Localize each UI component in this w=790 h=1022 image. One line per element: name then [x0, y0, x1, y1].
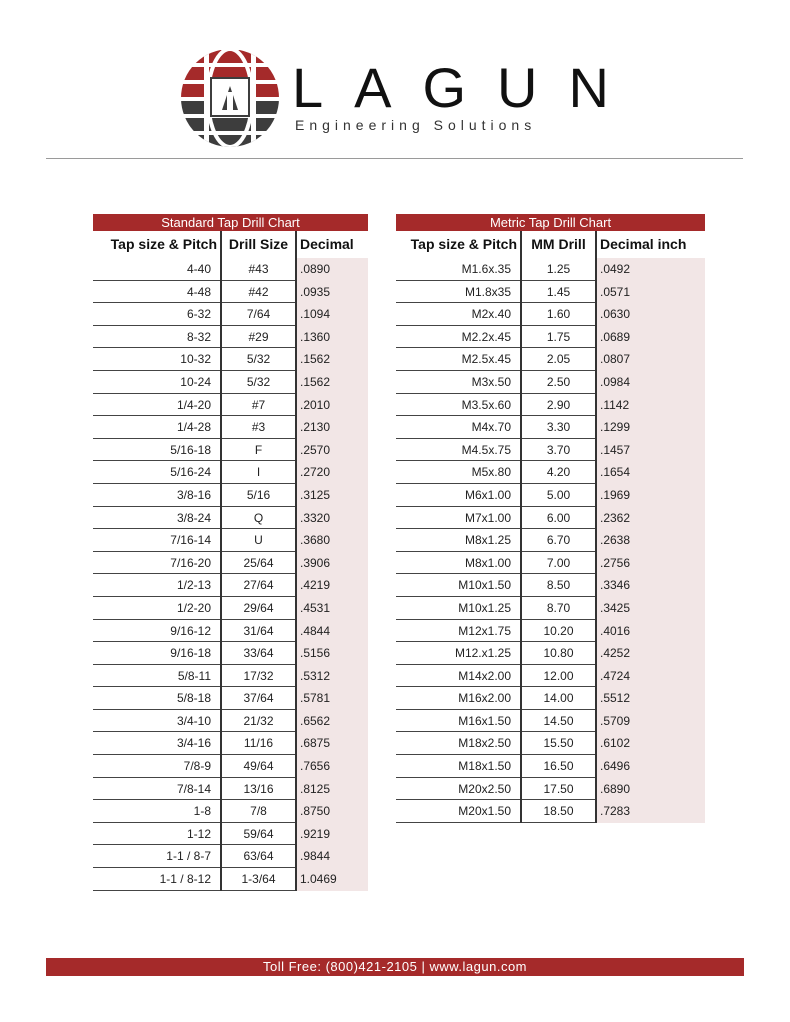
decimal-cell: .6875 [300, 736, 331, 751]
tap-size-cell: M12x1.75 [458, 623, 511, 638]
decimal-cell: .3346 [600, 578, 631, 593]
table-row [93, 439, 368, 462]
tap-size-cell: 1-8 [193, 804, 211, 819]
table-row [93, 642, 368, 665]
table-row [396, 439, 705, 462]
decimal-cell: .4252 [600, 646, 631, 661]
table-row [93, 868, 368, 891]
standard-header-row [93, 231, 368, 258]
table-row [396, 507, 705, 530]
table-row [93, 326, 368, 349]
decimal-cell: .2362 [600, 510, 631, 525]
table-row [396, 348, 705, 371]
tap-size-cell: M16x2.00 [458, 691, 511, 706]
decimal-cell: .9219 [300, 826, 331, 841]
drill-size-cell: #29 [248, 329, 269, 344]
drill-size-cell: 21/32 [243, 713, 274, 728]
brand-tagline: Engineering Solutions [295, 117, 537, 133]
decimal-cell: .2638 [600, 533, 631, 548]
table-row [93, 461, 368, 484]
decimal-cell: .9844 [300, 849, 331, 864]
tap-size-cell: 9/16-18 [170, 646, 211, 661]
decimal-cell: .0689 [600, 329, 631, 344]
decimal-cell: .7283 [600, 804, 631, 819]
decimal-cell: .2130 [300, 420, 331, 435]
decimal-cell: 1.0469 [300, 872, 337, 887]
tap-size-cell: 5/16-24 [170, 465, 211, 480]
decimal-cell: .6890 [600, 781, 631, 796]
drill-size-cell: 2.50 [546, 374, 571, 389]
drill-size-cell: 16.50 [543, 759, 574, 774]
standard-column-header: Tap size & Pitch [110, 236, 217, 252]
decimal-cell: .0630 [600, 307, 631, 322]
decimal-cell: .3425 [600, 600, 631, 615]
decimal-cell: .4219 [300, 578, 331, 593]
drill-size-cell: 33/64 [243, 646, 274, 661]
decimal-cell: .2570 [300, 442, 331, 457]
decimal-cell: .0984 [600, 374, 631, 389]
drill-size-cell: 18.50 [543, 804, 574, 819]
table-row [93, 348, 368, 371]
drill-size-cell: 6.00 [546, 510, 571, 525]
standard-chart-table [93, 231, 368, 891]
drill-size-cell: F [254, 442, 263, 457]
decimal-cell: .1142 [600, 397, 630, 412]
decimal-cell: .4016 [600, 623, 631, 638]
drill-size-cell: Q [253, 510, 264, 525]
drill-size-cell: 7/8 [250, 804, 267, 819]
tap-size-cell: 1/4-28 [176, 420, 211, 435]
drill-size-cell: 2.90 [546, 397, 571, 412]
drill-size-cell: 13/16 [243, 781, 274, 796]
table-row [396, 394, 705, 417]
drill-size-cell: 17/32 [243, 668, 274, 683]
decimal-cell: .6562 [300, 713, 331, 728]
drill-size-cell: 49/64 [243, 759, 274, 774]
tap-size-cell: M3x.50 [471, 374, 511, 389]
decimal-cell: .2720 [300, 465, 331, 480]
metric-header-row [396, 231, 705, 258]
drill-size-cell: 1.45 [546, 284, 571, 299]
decimal-cell: .3125 [300, 487, 331, 502]
tap-size-cell: M8x1.25 [464, 533, 511, 548]
tap-size-cell: 3/4-16 [176, 736, 211, 751]
decimal-cell: .4531 [300, 600, 331, 615]
decimal-cell: .1654 [600, 465, 631, 480]
tap-size-cell: M20x1.50 [458, 804, 511, 819]
table-row [396, 732, 705, 755]
footer-contact-bar: Toll Free: (800)421-2105 | www.lagun.com [46, 958, 744, 976]
drill-size-cell: 14.00 [543, 691, 574, 706]
tap-size-cell: 3/8-16 [176, 487, 211, 502]
table-row [93, 597, 368, 620]
table-row [396, 529, 705, 552]
standard-chart-title: Standard Tap Drill Chart [93, 214, 368, 231]
metric-column-divider [595, 231, 597, 823]
table-row [396, 574, 705, 597]
metric-chart-title: Metric Tap Drill Chart [396, 214, 705, 231]
tap-size-cell: M14x2.00 [458, 668, 511, 683]
drill-size-cell: 5.00 [546, 487, 571, 502]
table-row [396, 371, 705, 394]
tap-size-cell: 5/16-18 [170, 442, 211, 457]
drill-size-cell: 1-3/64 [241, 872, 276, 887]
decimal-cell: .5781 [300, 691, 331, 706]
tap-size-cell: 7/16-20 [170, 555, 211, 570]
row-divider [93, 890, 296, 891]
table-row [93, 394, 368, 417]
drill-size-cell: #7 [251, 397, 266, 412]
decimal-cell: .6496 [600, 759, 631, 774]
table-row [93, 507, 368, 530]
decimal-cell: .0492 [600, 262, 631, 276]
tap-size-cell: 5/8-11 [177, 668, 211, 683]
table-row [93, 529, 368, 552]
table-row [93, 732, 368, 755]
drill-size-cell: 8.70 [546, 600, 571, 615]
drill-size-cell: 7/64 [246, 307, 271, 322]
drill-size-cell: 2.05 [546, 352, 571, 367]
drill-size-cell: 25/64 [243, 555, 274, 570]
tap-size-cell: 1-12 [186, 826, 211, 841]
metric-tap-drill-chart [396, 214, 705, 823]
table-row [93, 778, 368, 801]
drill-size-cell: 12.00 [543, 668, 574, 683]
decimal-cell: .1299 [600, 420, 631, 435]
table-row [396, 620, 705, 643]
table-row [93, 687, 368, 710]
tap-size-cell: M20x2.50 [458, 781, 511, 796]
tap-size-cell: M1.8x35 [464, 284, 511, 299]
tap-size-cell: M2x.40 [471, 307, 511, 322]
drill-size-cell: I [256, 465, 261, 480]
table-row [93, 416, 368, 439]
decimal-cell: .0571 [600, 284, 631, 299]
lagun-globe-logo [180, 48, 280, 148]
drill-size-cell: 7.00 [546, 555, 571, 570]
tap-size-cell: 3/8-24 [176, 510, 211, 525]
table-row [93, 371, 368, 394]
tap-size-cell: 7/8-14 [176, 781, 211, 796]
decimal-cell: .2010 [300, 397, 331, 412]
drill-size-cell: 5/32 [246, 374, 271, 389]
tap-size-cell: 5/8-18 [176, 691, 211, 706]
table-row [93, 258, 368, 281]
table-row [396, 687, 705, 710]
decimal-cell: .1457 [600, 442, 631, 457]
drill-size-cell: 3.30 [546, 420, 571, 435]
tap-size-cell: M16x1.50 [458, 713, 511, 728]
tap-size-cell: M8x1.00 [464, 555, 511, 570]
drill-size-cell: 29/64 [243, 600, 274, 615]
tap-size-cell: M4x.70 [471, 420, 511, 435]
decimal-cell: .7656 [300, 759, 331, 774]
table-row [93, 620, 368, 643]
metric-column-header: Tap size & Pitch [410, 236, 517, 252]
drill-size-cell: 15.50 [543, 736, 574, 751]
tap-size-cell: M2.5x.45 [461, 352, 511, 367]
tap-size-cell: 1-1 / 8-12 [159, 872, 211, 887]
decimal-cell: .0890 [300, 262, 331, 276]
tap-size-cell: 10-32 [180, 352, 211, 367]
table-row [396, 710, 705, 733]
tap-size-cell: 9/16-12 [170, 623, 211, 638]
table-row [396, 484, 705, 507]
tap-size-cell: M10x1.25 [458, 600, 511, 615]
drill-size-cell: 27/64 [243, 578, 274, 593]
tap-size-cell: 3/4-10 [176, 713, 211, 728]
decimal-cell: .3906 [300, 555, 331, 570]
table-row [93, 845, 368, 868]
table-row [93, 574, 368, 597]
standard-column-divider [220, 231, 222, 891]
table-row [93, 755, 368, 778]
drill-size-cell: 3.70 [546, 442, 571, 457]
header-divider [46, 158, 743, 159]
decimal-cell: .3680 [300, 533, 331, 548]
decimal-cell: .2756 [600, 555, 631, 570]
tap-size-cell: M7x1.00 [464, 510, 511, 525]
table-row [93, 800, 368, 823]
table-row [93, 484, 368, 507]
table-row [93, 665, 368, 688]
tap-size-cell: 1-1 / 8-7 [166, 849, 211, 864]
table-row [396, 755, 705, 778]
drill-size-cell: 1.60 [546, 307, 571, 322]
decimal-cell: .3320 [300, 510, 331, 525]
decimal-cell: .5312 [300, 668, 331, 683]
tap-size-cell: 10-24 [180, 374, 211, 389]
tap-size-cell: 7/16-14 [170, 533, 211, 548]
table-row [396, 552, 705, 575]
drill-size-cell: 5/32 [246, 352, 271, 367]
metric-column-divider [520, 231, 522, 823]
tap-size-cell: 1/2-20 [176, 600, 211, 615]
tap-size-cell: 4-48 [186, 284, 211, 299]
table-row [396, 258, 705, 281]
tap-size-cell: M6x1.00 [464, 487, 511, 502]
decimal-cell: .0807 [600, 352, 631, 367]
table-row [396, 642, 705, 665]
decimal-cell: .1562 [300, 352, 331, 367]
drill-size-cell: #43 [248, 262, 269, 276]
tap-size-cell: M12.x1.25 [454, 646, 511, 661]
drill-size-cell: 5/16 [246, 487, 271, 502]
decimal-cell: .4724 [600, 668, 631, 683]
decimal-cell: .1969 [600, 487, 631, 502]
table-row [396, 597, 705, 620]
tap-size-cell: M3.5x.60 [461, 397, 511, 412]
drill-size-cell: 4.20 [546, 465, 571, 480]
decimal-cell: .8125 [300, 781, 331, 796]
standard-tap-drill-chart [93, 214, 368, 891]
tap-size-cell: M18x2.50 [458, 736, 511, 751]
decimal-cell: .5512 [600, 691, 631, 706]
drill-size-cell: 17.50 [543, 781, 574, 796]
tap-size-cell: M10x1.50 [458, 578, 511, 593]
metric-chart-table [396, 231, 705, 823]
drill-size-cell: U [254, 533, 263, 548]
drill-size-cell: 10.80 [543, 646, 574, 661]
drill-size-cell: 1.25 [546, 262, 571, 276]
decimal-cell: .5709 [600, 713, 631, 728]
tap-size-cell: M18x1.50 [458, 759, 511, 774]
table-row [93, 823, 368, 846]
table-row [93, 710, 368, 733]
tap-size-cell: 1/2-13 [176, 578, 211, 593]
tap-size-cell: M4.5x.75 [461, 442, 511, 457]
tap-size-cell: M5x.80 [471, 465, 511, 480]
table-row [93, 303, 368, 326]
table-row [396, 416, 705, 439]
decimal-cell: .1094 [300, 307, 331, 322]
brand-wordmark: LAGUN [292, 56, 640, 119]
drill-size-cell: 11/16 [243, 736, 274, 751]
decimal-cell: .0935 [300, 284, 331, 299]
table-row [396, 800, 705, 823]
tap-size-cell: 1/4-20 [176, 397, 211, 412]
metric-column-header: Decimal inch [600, 236, 687, 252]
tap-size-cell: M1.6x.35 [461, 262, 511, 276]
drill-size-cell: 59/64 [243, 826, 274, 841]
table-row [93, 281, 368, 304]
tap-size-cell: 7/8-9 [183, 759, 211, 774]
tap-size-cell: 4-40 [186, 262, 211, 276]
table-row [396, 461, 705, 484]
decimal-cell: .5156 [300, 646, 331, 661]
drill-size-cell: 63/64 [243, 849, 274, 864]
table-row [396, 665, 705, 688]
row-divider [396, 822, 596, 823]
tap-size-cell: M2.2x.45 [461, 329, 511, 344]
decimal-cell: .8750 [300, 804, 331, 819]
drill-size-cell: #42 [248, 284, 269, 299]
drill-size-cell: 37/64 [243, 691, 274, 706]
drill-size-cell: 8.50 [546, 578, 571, 593]
table-row [396, 778, 705, 801]
standard-column-header: Drill Size [228, 236, 289, 252]
decimal-cell: .1360 [300, 329, 331, 344]
decimal-cell: .1562 [300, 374, 331, 389]
standard-column-divider [295, 231, 297, 891]
drill-size-cell: 10.20 [543, 623, 574, 638]
table-row [396, 281, 705, 304]
metric-column-header: MM Drill [531, 236, 586, 252]
drill-size-cell: 31/64 [243, 623, 274, 638]
drill-size-cell: 14.50 [543, 713, 574, 728]
decimal-cell: .6102 [600, 736, 631, 751]
tap-size-cell: 6-32 [186, 307, 211, 322]
drill-size-cell: 6.70 [546, 533, 571, 548]
standard-column-header: Decimal [300, 236, 354, 252]
table-row [93, 552, 368, 575]
drill-size-cell: 1.75 [546, 329, 571, 344]
table-row [396, 326, 705, 349]
decimal-cell: .4844 [300, 623, 331, 638]
drill-size-cell: #3 [251, 420, 266, 435]
table-row [396, 303, 705, 326]
tap-size-cell: 8-32 [186, 329, 211, 344]
